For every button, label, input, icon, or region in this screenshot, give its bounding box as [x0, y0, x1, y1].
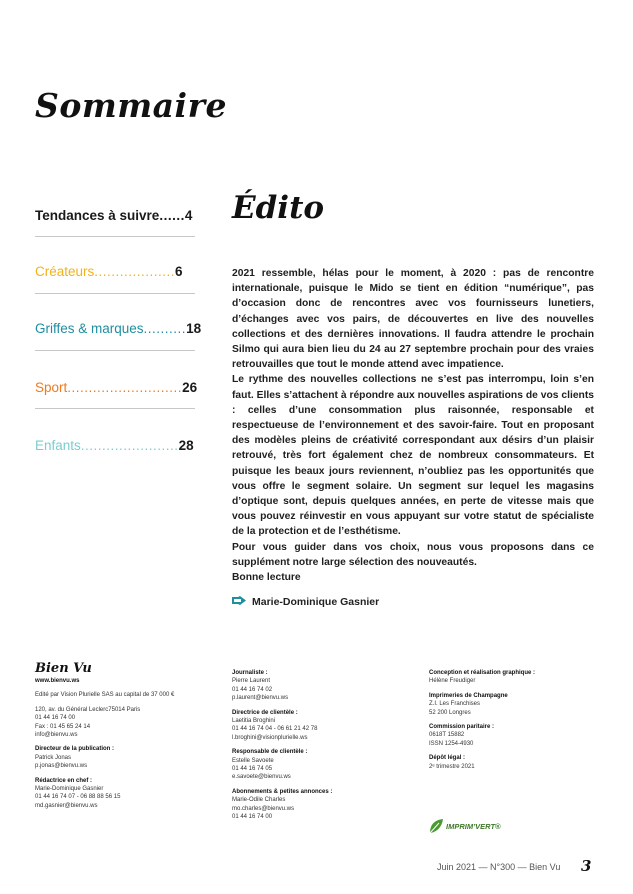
- block-line: 0618T 15882: [429, 732, 465, 739]
- printer-block: [429, 692, 599, 717]
- toc-dots: ..........: [143, 321, 187, 336]
- toc-page-number: 4: [184, 208, 193, 223]
- toc-item-createurs[interactable]: [35, 264, 195, 279]
- email-link[interactable]: md.gasnier@bienvu.ws: [35, 802, 98, 809]
- block-title: Conception et réalisation graphique :: [429, 670, 536, 676]
- toc-dots: .......................: [80, 438, 179, 453]
- toc-dots: ...........................: [67, 380, 183, 395]
- edito-paragraph: Bonne lecture: [232, 572, 301, 584]
- design-block: [429, 669, 599, 686]
- edito-paragraph: 2021 ressemble, hélas pour le moment, à 2020 : pas de rencontre internationale, puisque le Mido se tient en édition “numérique”, pas d’occasion donc de rencontres avec vos fournisseurs lunetiers, d’échanges avec vos pairs, de découvertes en live des nouvelles collections et des dernières innovations. Il faudra attendre le prochain Silmo qui aura bien lieu du 24 au 27 septembre prochain pour des vraies retrouvailles que tout le monde attend avec impatience.: [232, 268, 594, 371]
- toc-item-enfants[interactable]: [35, 438, 195, 453]
- arrow-pen-icon: [232, 596, 246, 608]
- edito-paragraph: Le rythme des nouvelles collections ne s’est pas interrompu, loin s’en faut. Elles s’attachent à répondre aux nouvelles aspirations de vos clients : celles d’une consommation plus raisonnée, responsable et respectueuse de l’environnement et des savoir-faire. Tout en proposant des modèles pleins de créativité correspondant aux désirs d’un plaisir retrouvé, très fort également chez de nombreux consommateurs. Et puisque les beaux jours reviennent, n’oubliez pas les opportunités que vous offre le segment solaire. Un segment sur lequel les magasins d’optique sont, depuis quelques années, en perte de vitesse mais que vous pouvez réinvestir en vous appuyant sur votre statut de spécialiste de la protection et de l’esthétisme.: [232, 374, 594, 538]
- leaf-icon: [428, 818, 444, 834]
- publisher-line: Edité par Vision Plurielle SAS au capital de 37 000 €: [35, 692, 175, 699]
- toc-divider: [35, 408, 195, 409]
- page-number: 3: [581, 857, 592, 875]
- toc-divider: [35, 293, 195, 294]
- block-title: Abonnements & petites annonces :: [232, 788, 333, 795]
- block-title: Dépôt légal :: [429, 755, 466, 762]
- toc-item-griffes[interactable]: [35, 321, 202, 336]
- email-link[interactable]: info@bienvu.ws: [35, 732, 78, 739]
- block-title: Commission paritaire :: [429, 724, 495, 731]
- fax-line: Fax : 01 45 65 24 14: [35, 723, 91, 730]
- toc-page-number: 26: [182, 380, 198, 395]
- website-link[interactable]: www.bienvu.ws: [35, 678, 80, 684]
- block-title: Directeur de la publication :: [35, 746, 115, 753]
- toc-label: Tendances à suivre: [35, 208, 160, 223]
- block-line: 01 44 16 74 00: [232, 814, 273, 821]
- block-line: Marie-Dominique Gasnier: [35, 786, 104, 793]
- imprim-vert-logo: [428, 818, 501, 834]
- block-line: Marie-Odile Charles: [232, 797, 286, 804]
- email-link[interactable]: mo.charles@bienvu.ws: [232, 805, 295, 812]
- block-line: Z.I. Les Franchises: [429, 701, 481, 708]
- email-link[interactable]: l.broghini@visionplurielle.ws: [232, 734, 308, 741]
- email-link[interactable]: p.jonas@bienvu.ws: [35, 763, 88, 770]
- client-manager-block: [232, 748, 392, 782]
- address-line: 120, av. du Général Leclerc75014 Paris: [35, 706, 141, 713]
- edito-title: Édito: [232, 190, 325, 226]
- block-line: 01 44 16 74 02: [232, 686, 273, 693]
- masthead-column-3: [429, 669, 599, 777]
- edito-paragraph: Pour vous guider dans vos choix, nous vous proposons dans ce supplément notre large sélection des nouveautés.: [232, 541, 594, 568]
- subscriptions-block: [232, 788, 392, 822]
- bien-vu-logo: Bien Vu: [35, 661, 92, 676]
- editor-block: [35, 777, 210, 811]
- block-line: ISSN 1254-4930: [429, 740, 474, 747]
- block-line: 01 44 16 74 04 - 06 61 21 42 78: [232, 726, 318, 733]
- block-title: Responsable de clientèle :: [232, 749, 308, 756]
- email-link[interactable]: e.savoete@bienvu.ws: [232, 774, 291, 781]
- commission-block: [429, 723, 599, 748]
- block-title: Directrice de clientèle :: [232, 709, 298, 716]
- page-footer: Juin 2021 — N°300 — Bien Vu: [437, 862, 561, 872]
- block-line: 01 44 16 74 07 - 06 88 88 56 15: [35, 794, 121, 801]
- toc-page-number: 6: [175, 264, 183, 279]
- toc-page-number: 28: [178, 438, 194, 453]
- phone-line: 01 44 16 74 00: [35, 715, 76, 722]
- block-title: Rédactrice en chef :: [35, 777, 93, 784]
- toc-label: Sport: [35, 380, 68, 395]
- block-line: Hélène Freudiger: [429, 678, 476, 685]
- edito-signature: [232, 596, 379, 608]
- director-block: [35, 745, 210, 770]
- block-line: 01 44 16 74 05: [232, 766, 273, 773]
- toc-label: Créateurs: [35, 264, 95, 279]
- masthead-column-1: [35, 677, 210, 816]
- legal-block: [429, 754, 599, 771]
- block-line: Pierre Laurent: [232, 678, 271, 685]
- block-line: Laetitia Broghini: [232, 718, 276, 725]
- client-director-block: [232, 709, 392, 743]
- journalist-block: [232, 669, 392, 703]
- block-line: Patrick Jonas: [35, 754, 72, 761]
- toc-dots: ...................: [94, 264, 176, 279]
- toc-label: Griffes & marques: [35, 321, 144, 336]
- edito-body: [232, 266, 594, 585]
- block-title: Imprimeries de Champagne: [429, 692, 508, 699]
- email-link[interactable]: p.laurent@bienvu.ws: [232, 695, 289, 702]
- toc-item-sport[interactable]: [35, 380, 198, 395]
- toc-dots: ......: [159, 208, 185, 223]
- masthead-column-2: [232, 669, 392, 828]
- imprim-vert-label: IMPRIM’VERT®: [446, 821, 501, 831]
- block-line: 52 200 Longres: [429, 709, 471, 716]
- toc-divider: [35, 350, 195, 351]
- block-line: 2ᵉ trimestre 2021: [429, 763, 475, 770]
- block-line: Estelle Savoete: [232, 757, 274, 764]
- sommaire-title: Sommaire: [35, 86, 227, 125]
- toc-divider: [35, 236, 195, 237]
- toc-label: Enfants: [35, 438, 81, 453]
- toc-item-tendances[interactable]: [35, 208, 195, 223]
- signature-name: Marie-Dominique Gasnier: [252, 596, 380, 608]
- address-block: [35, 706, 210, 740]
- toc-page-number: 18: [186, 321, 202, 336]
- block-title: Journaliste :: [232, 670, 268, 676]
